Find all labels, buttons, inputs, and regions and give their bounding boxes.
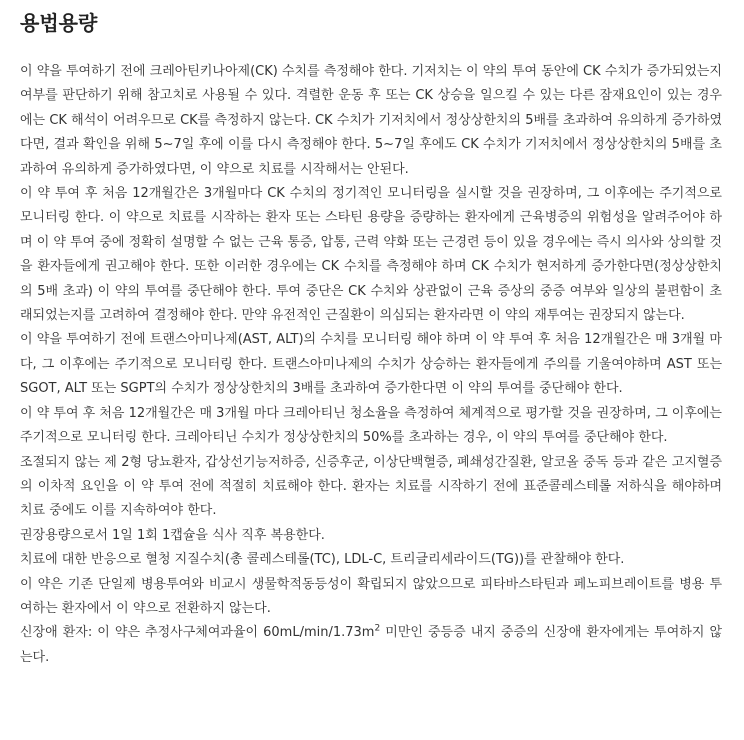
renal-note-superscript: 2	[374, 624, 381, 635]
paragraph-recommended-dose: 권장용량으로서 1일 1회 1캡슐을 식사 직후 복용한다.	[20, 527, 325, 543]
page-title: 용법용량	[20, 11, 98, 35]
paragraph-renal-impairment	[20, 621, 722, 670]
paragraph-secondary-hyperlipidemia: 조절되지 않는 제 2형 당뇨환자, 갑상선기능저하증, 신증후군, 이상단백혈증, 폐쇄성간질환, 알코올 중독 등과 같은 고지혈증의 이차적 요인을 이 약 투여 전에 적절히 치료해야 한다. 환자는 치료를 시작하기 전에 표준콜레스테롤 저하식을 해야하며 치료 중에도 이를 지속하여야 한다.	[20, 454, 722, 519]
paragraph-ck-baseline-measurement: 이 약을 투여하기 전에 크레아틴키나아제(CK) 수치를 측정해야 한다. 기저치는 이 약의 투여 동안에 CK 수치가 증가되었는지 여부를 판단하기 위해 참고치로 사용될 수 있다. 격렬한 운동 후 또는 CK 상승을 일으킬 수 있는 다른 잠재요인이 있는 경우에는 CK 해석이 어려우므로 CK를 측정하지 않는다. CK 수치가 기저치에서 정상상한치의 5배를 초과하여 유의하게 증가하였다면, 결과 확인을 위해 5~7일 후에 이를 다시 측정해야 한다. 5~7일 후에도 CK 수치가 기저치에서 정상상한치의 5배를 초과하여 유의하게 증가하였다면, 이 약으로 치료를 시작해서는 안된다.	[20, 64, 722, 177]
paragraph-ck-periodic-monitoring: 이 약 투여 후 처음 12개월간은 3개월마다 CK 수치의 정기적인 모니터링을 실시할 것을 권장하며, 그 이후에는 주기적으로 모니터링 한다. 이 약으로 치료를 시작하는 환자 또는 스타틴 용량을 증량하는 환자에게 근육병증의 위험성을 알려주어야 하며 이 약 투여 중에 정확히 설명할 수 없는 근육 통증, 압통, 근력 약화 또는 근경련 등이 있을 경우에는 즉시 의사와 상의할 것을 환자들에게 권고해야 한다. 또한 이러한 경우에는 CK 수치를 측정해야 하며 CK 수치가 현저하게 증가한다면(정상상한치의 5배 초과) 이 약의 투여를 중단해야 한다. 투여 중단은 CK 수치와 상관없이 근육 증상의 중증 여부와 일상의 불편함이 초래되었는지를 고려하여 결정해야 한다. 만약 유전적인 근질환이 의심되는 환자라면 이 약의 재투여는 권장되지 않는다.	[20, 186, 722, 324]
paragraph-transaminase-monitoring: 이 약을 투여하기 전에 트랜스아미나제(AST, ALT)의 수치를 모니터링 해야 하며 이 약 투여 후 처음 12개월간은 매 3개월 마다, 그 이후에는 주기적으로 모니터링 한다. 트랜스아미나제의 수치가 상승하는 환자들에게 주의를 기울여야하며 AST 또는 SGOT, ALT 또는 SGPT의 수치가 정상상한치의 3배를 초과하여 증가한다면 이 약의 투여를 중단해야 한다.	[20, 332, 722, 397]
paragraph-creatinine-clearance: 이 약 투여 후 처음 12개월간은 매 3개월 마다 크레아티닌 청소율을 측정하여 체계적으로 평가할 것을 권장하며, 그 이후에는 주기적으로 모니터링 한다. 크레아티닌 수치가 정상상한치의 50%를 초과하는 경우, 이 약의 투여를 중단해야 한다.	[20, 405, 722, 446]
paragraph-lipid-response: 치료에 대한 반응으로 혈청 지질수치(총 콜레스테롤(TC), LDL-C, 트리글리세라이드(TG))를 관찰해야 한다.	[20, 552, 625, 568]
renal-note-text-end: 미만인 중등증 내지 중증의 신장애 환자에게는 투여하지 않는다.	[20, 625, 723, 665]
renal-note-text: 신장애 환자: 이 약은 추정사구체여과율이 60mL/min/1.73m	[20, 625, 375, 641]
dosage-content	[20, 60, 722, 670]
paragraph-switching-restriction: 이 약은 기존 단일제 병용투여와 비교시 생물학적동등성이 확립되지 않았으므로 피타바스타틴과 페노피브레이트를 병용 투여하는 환자에서 이 약으로 전환하지 않는다.	[20, 576, 722, 616]
